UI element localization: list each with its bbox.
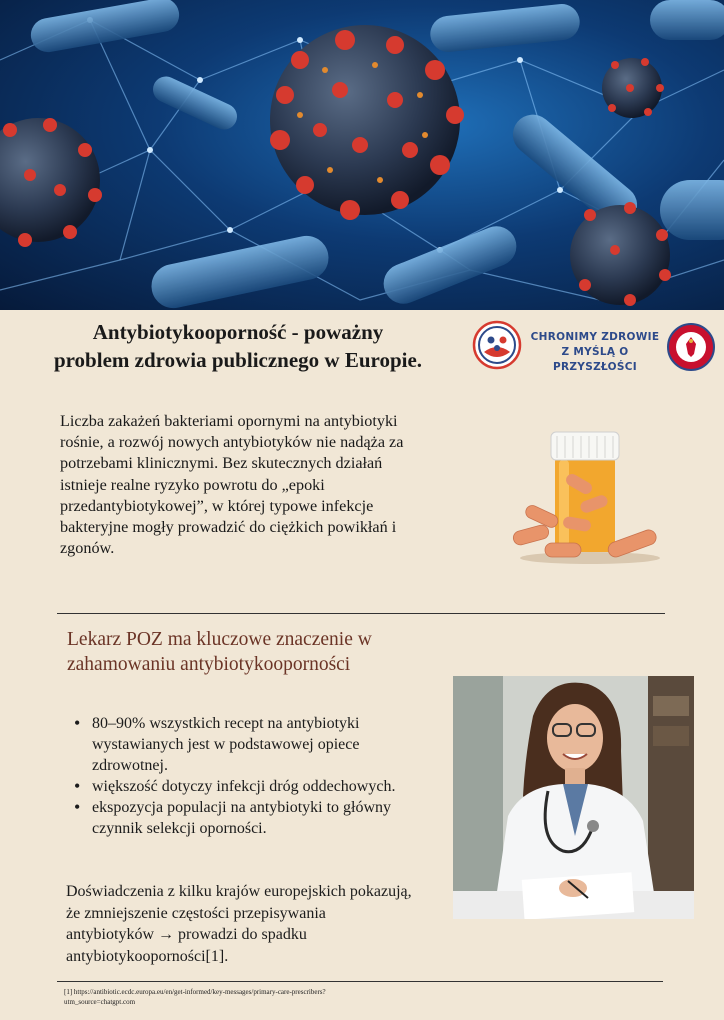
footnote: [1] https://antibiotic.ecdc.europa.eu/en/get-informed/key-messages/primary-care-prescribers?utm_source=chatgpt.com: [64, 988, 326, 1006]
campaign-logo-icon: [472, 320, 522, 370]
page-title: [18, 318, 458, 374]
intro-paragraph: Liczba zakażeń bakteriami opornymi na antybiotyki rośnie, a rozwój nowych antybiotyków nie nadąża za potrzebami klinicznymi. Bez skutecznych działań istnieje realne ryzyko powrotu do „epoki przedantybiotykowej”, w której typowe infekcje bakteryjne mogły prowadzić do ciężkich powikłań i zgonów.: [60, 412, 404, 558]
hero-virus-image: [0, 0, 724, 310]
experience-paragraph: Doświadczenia z kilku krajów europejskich pokazują, że zmniejszenie częstości przepisywania antybiotyków → prowadzi do spadku antybiotykooporności[1].: [66, 883, 412, 965]
list-item: • ekspozycja populacji na antybiotyki to główny czynnik selekcji oporności.: [72, 797, 422, 839]
key-facts-list: [72, 713, 422, 839]
section-title: Lekarz POZ ma kluczowe znaczenie w zahamowaniu antybiotykooporności: [67, 629, 372, 675]
title-line-2: problem zdrowia publicznego w Europie.: [53, 348, 423, 372]
pill-bottle-image: [505, 428, 670, 568]
list-item: • 80–90% wszystkich recept na antybiotyki wystawianych jest w podstawowej opiece zdrowotnej.: [72, 713, 422, 776]
sanitary-inspection-logo-icon: [666, 322, 716, 372]
footnote-divider: [57, 981, 663, 982]
title-line-1: Antybiotykooporność - poważny: [92, 320, 384, 344]
divider: [57, 613, 665, 614]
list-item: • większość dotyczy infekcji dróg oddechowych.: [72, 776, 422, 797]
doctor-photo: [453, 676, 694, 919]
campaign-slogan: [530, 330, 660, 375]
campaign-line-1: CHRONIMY ZDROWIE: [530, 331, 660, 343]
campaign-line-2: Z MYŚLĄ O PRZYSZŁOŚCI: [553, 346, 637, 373]
